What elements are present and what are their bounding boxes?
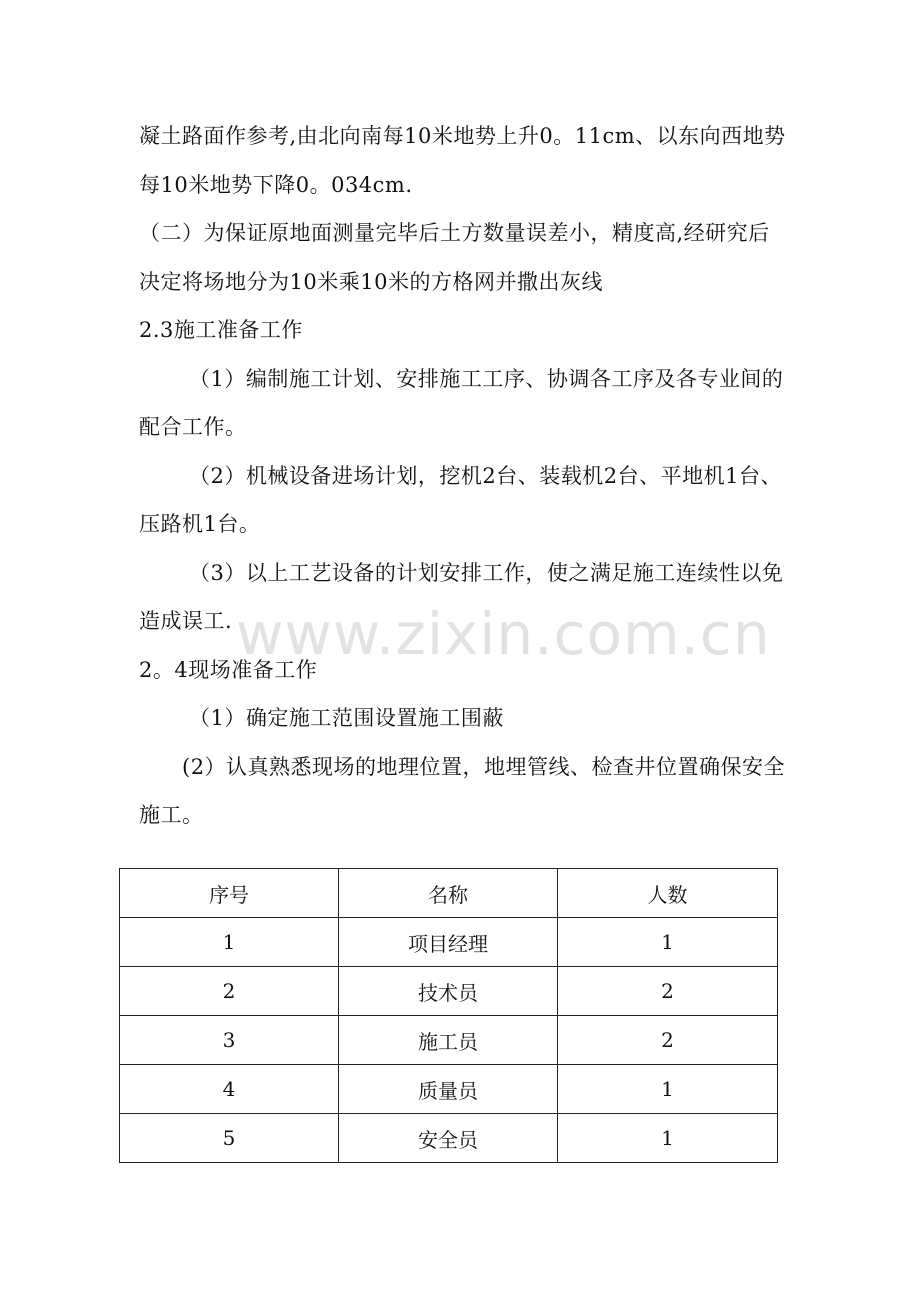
body-paragraph-line: （1）编制施工计划、安排施工工序、协调各工序及各专业间的 [189,367,784,391]
table-cell: 3 [120,1016,339,1065]
watermark: www.zixin.com.cn [236,600,771,668]
body-paragraph-line: (2）认真熟悉现场的地理位置，地埋管线、检查井位置确保安全 [182,755,786,779]
table-header-cell: 人数 [558,869,778,918]
table-cell: 2 [558,1016,778,1065]
table-cell: 4 [120,1065,339,1114]
body-paragraph-line: 压路机1台。 [139,512,261,536]
staff-table [119,868,778,1163]
table-row [120,918,778,967]
table-header-row [120,869,778,918]
table-cell: 项目经理 [339,918,558,967]
body-paragraph-line: 配合工作。 [139,415,247,439]
table-cell: 1 [120,918,339,967]
table-header-cell: 名称 [339,869,558,918]
table-cell: 安全员 [339,1114,558,1163]
table-cell: 施工员 [339,1016,558,1065]
body-paragraph-line: （2）机械设备进场计划，挖机2台、装载机2台、平地机1台、 [189,464,782,488]
table-cell: 技术员 [339,967,558,1016]
body-paragraph-line: 决定将场地分为10米乘10米的方格网并撒出灰线 [139,270,603,294]
body-paragraph-line: 造成误工. [139,609,233,633]
body-paragraph-line: 施工。 [139,803,204,827]
table-row [120,967,778,1016]
section-heading: 2.3施工准备工作 [139,318,303,342]
body-paragraph-line: （二）为保证原地面测量完毕后土方数量误差小，精度高,经研究后 [139,221,770,245]
table-cell: 2 [120,967,339,1016]
body-paragraph-line: 每10米地势下降0。034cm. [139,173,413,197]
table-cell: 5 [120,1114,339,1163]
table-header-cell: 序号 [120,869,339,918]
table-cell: 1 [558,918,778,967]
body-paragraph-line: 凝土路面作参考,由北向南每10米地势上升0。11cm、以东向西地势 [139,124,786,148]
table-row [120,1114,778,1163]
section-heading: 2。4现场准备工作 [139,658,318,682]
table-cell: 2 [558,967,778,1016]
table-cell: 1 [558,1065,778,1114]
table-cell: 质量员 [339,1065,558,1114]
table-row [120,1065,778,1114]
body-paragraph-line: （1）确定施工范围设置施工围蔽 [189,706,504,730]
table-row [120,1016,778,1065]
table-cell: 1 [558,1114,778,1163]
body-paragraph-line: （3）以上工艺设备的计划安排工作，使之满足施工连续性以免 [189,561,784,585]
